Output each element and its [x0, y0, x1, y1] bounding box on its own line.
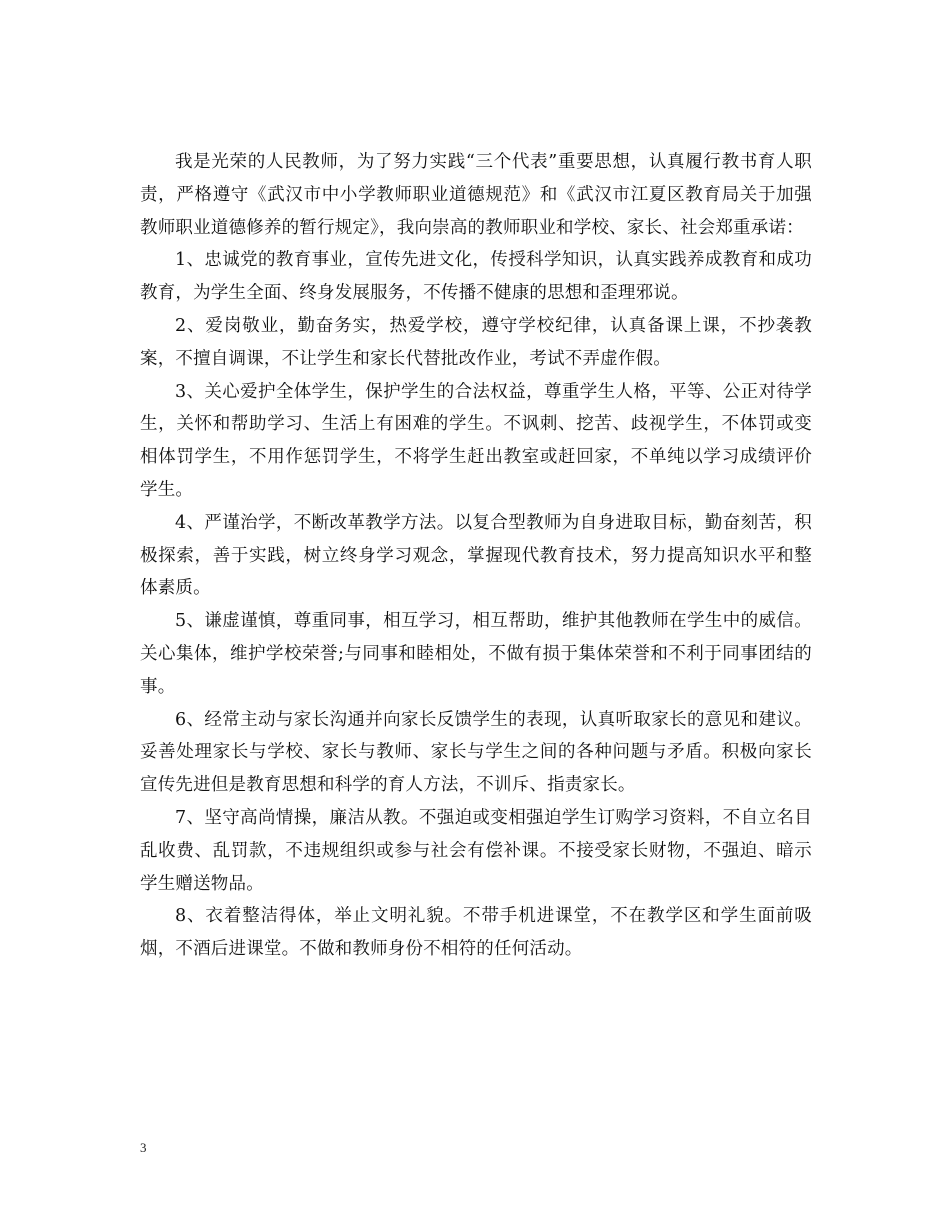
pledge-item-5: 5、谦虚谨慎，尊重同事，相互学习，相互帮助，维护其他教师在学生中的威信。关心集体，维护学校荣誉;与同事和睦相处，不做有损于集体荣誉和不利于同事团结的事。: [140, 611, 812, 697]
document-body: [140, 146, 812, 966]
pledge-item-4: 4、严谨治学，不断改革教学方法。以复合型教师为自身进取目标，勤奋刻苦，积极探索，善于实践，树立终身学习观念，掌握现代教育技术，努力提高知识水平和整体素质。: [140, 512, 812, 599]
pledge-item-2: 2、爱岗敬业，勤奋务实，热爱学校，遵守学校纪律，认真备课上课，不抄袭教案，不擅自调课，不让学生和家长代替批改作业，考试不弄虚作假。: [140, 315, 812, 369]
pledge-item-6: 6、经常主动与家长沟通并向家长反馈学生的表现，认真听取家长的意见和建议。妥善处理家长与学校、家长与教师、家长与学生之间的各种问题与矛盾。积极向家长宣传先进但是教育思想和科学的育人方法，不训斥、指责家长。: [140, 709, 812, 796]
intro-paragraph: 我是光荣的人民教师，为了努力实践“三个代表”重要思想，认真履行教书育人职责，严格遵守《武汉市中小学教师职业道德规范》和《武汉市江夏区教育局关于加强教师职业道德修养的暂行规定》，我向崇高的教师职业和学校、家长、社会郑重承诺：: [140, 152, 812, 238]
pledge-item-8: 8、衣着整洁得体，举止文明礼貌。不带手机进课堂，不在教学区和学生面前吸烟，不酒后进课堂。不做和教师身份不相符的任何活动。: [140, 906, 812, 960]
pledge-item-3: 3、关心爱护全体学生，保护学生的合法权益，尊重学生人格，平等、公正对待学生，关怀和帮助学习、生活上有困难的学生。不讽刺、挖苦、歧视学生，不体罚或变相体罚学生，不用作惩罚学生，不将学生赶出教室或赶回家，不单纯以学习成绩评价学生。: [140, 381, 812, 500]
pledge-item-7: 7、坚守高尚情操，廉洁从教。不强迫或变相强迫学生订购学习资料，不自立名目乱收费、乱罚款，不违规组织或参与社会有偿补课。不接受家长财物，不强迫、暗示学生赠送物品。: [140, 807, 812, 894]
page-number: 3: [140, 1140, 147, 1155]
pledge-item-1: 1、忠诚党的教育事业，宣传先进文化，传授科学知识，认真实践养成教育和成功教育，为学生全面、终身发展服务，不传播不健康的思想和歪理邪说。: [140, 250, 812, 304]
